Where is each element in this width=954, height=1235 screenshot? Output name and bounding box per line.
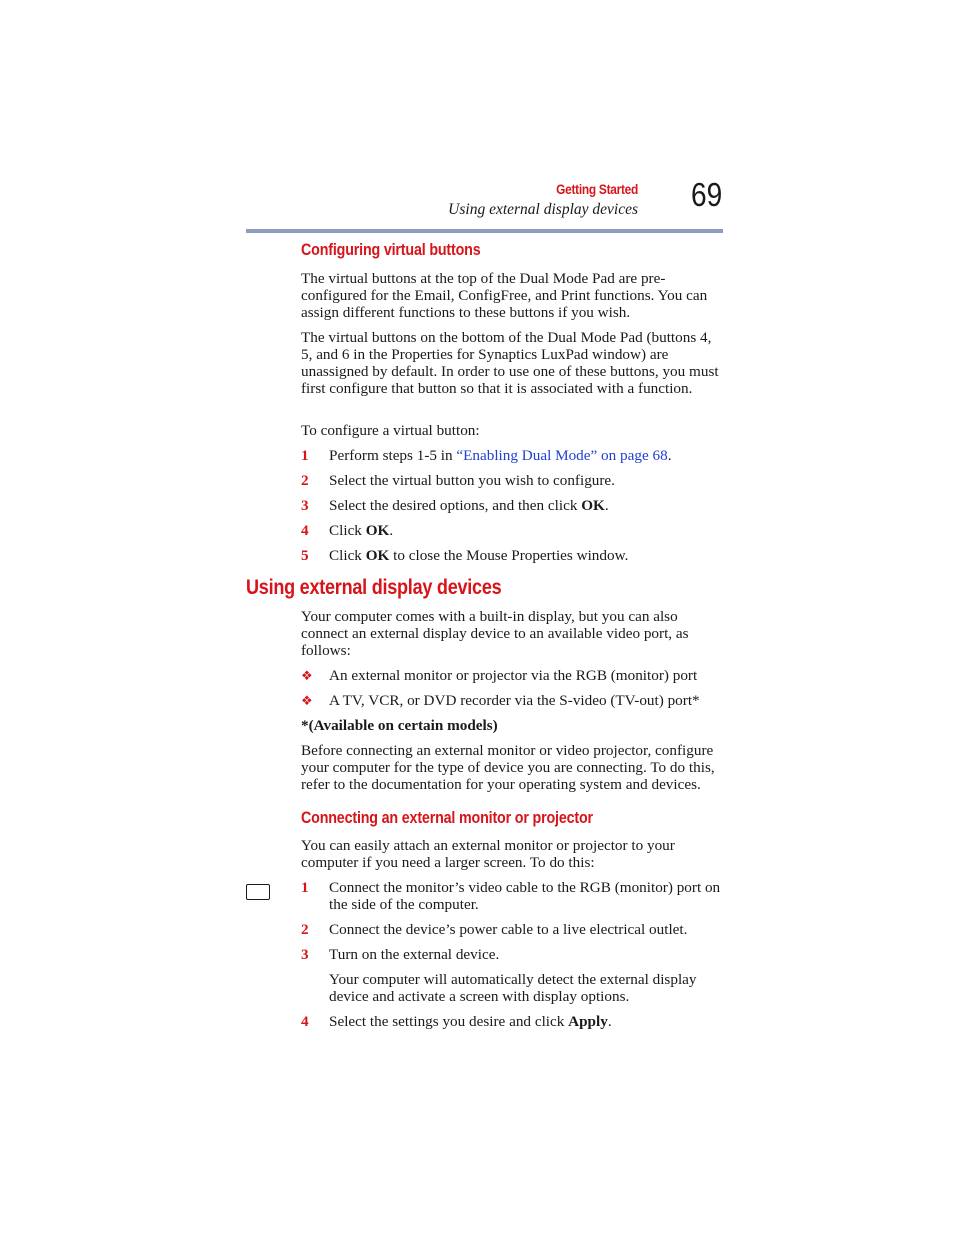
external-bullet-2: A TV, VCR, or DVD recorder via the S-video (TV-out) port* <box>329 692 700 709</box>
page-number: 69 <box>691 176 723 213</box>
bullet-diamond-icon: ❖ <box>301 668 313 683</box>
running-header-chapter: Getting Started <box>556 182 638 197</box>
heading-configuring-virtual-buttons: Configuring virtual buttons <box>301 240 481 259</box>
config-step-1-suffix: . <box>667 447 672 464</box>
config-step-4 <box>329 522 725 539</box>
config-step-1-number: 1 <box>301 447 309 464</box>
config-paragraph-2: The virtual buttons on the bottom of the Dual Mode Pad (buttons 4, 5, and 6 in the Properties for Synaptics LuxPad window) are unassigned by default. In order to use one of these buttons, you must first configure that button so that it is associated with a function. <box>301 329 719 397</box>
availability-note: *(Available on certain models) <box>301 717 498 734</box>
external-paragraph-2: Before connecting an external monitor or video projector, configure your computer for the type of device you are connecting. To do this, refer to the documentation for your operating system and devices. <box>301 742 715 793</box>
config-step-4-bold: OK <box>365 522 390 539</box>
connect-step-4 <box>329 1013 725 1030</box>
config-step-1 <box>329 447 725 464</box>
heading-connecting-external-monitor: Connecting an external monitor or projector <box>301 808 593 827</box>
config-step-3 <box>329 497 725 514</box>
connect-paragraph-1: You can easily attach an external monitor or projector to your computer if you need a larger screen. To do this: <box>301 837 675 871</box>
connect-step-3: Turn on the external device. <box>329 946 500 963</box>
connect-step-1: Connect the monitor’s video cable to the RGB (monitor) port on the side of the computer. <box>329 879 721 913</box>
connect-step-4-bold: Apply <box>568 1013 608 1030</box>
config-step-3-suffix: . <box>604 497 609 514</box>
connect-step-4-number: 4 <box>301 1013 309 1030</box>
config-step-5 <box>329 547 725 564</box>
port-icon <box>246 884 270 900</box>
connect-step-2: Connect the device’s power cable to a live electrical outlet. <box>329 921 688 938</box>
bullet-diamond-icon: ❖ <box>301 693 313 708</box>
config-step-4-number: 4 <box>301 522 309 539</box>
config-step-5-text: Click <box>329 547 366 564</box>
connect-step-4-text: Select the settings you desire and click <box>329 1013 569 1030</box>
connect-step-4-suffix: . <box>607 1013 612 1030</box>
config-step-5-number: 5 <box>301 547 309 564</box>
connect-step-3-note: Your computer will automatically detect the external display device and activate a screen with display options. <box>329 971 697 1005</box>
config-step-5-suffix: to close the Mouse Properties window. <box>389 547 629 564</box>
config-intro: To configure a virtual button: <box>301 422 480 439</box>
config-step-3-text: Select the desired options, and then click <box>329 497 582 514</box>
config-step-1-text: Perform steps 1-5 in <box>329 447 457 464</box>
external-bullet-1: An external monitor or projector via the RGB (monitor) port <box>329 667 698 684</box>
connect-step-2-number: 2 <box>301 921 309 938</box>
config-paragraph-1: The virtual buttons at the top of the Dual Mode Pad are pre-configured for the Email, ConfigFree, and Print functions. You can assign different functions to these buttons if you wish. <box>301 270 708 321</box>
config-step-4-text: Click <box>329 522 366 539</box>
config-step-5-bold: OK <box>365 547 390 564</box>
heading-using-external-display-devices: Using external display devices <box>246 575 502 599</box>
config-step-2: Select the virtual button you wish to configure. <box>329 472 615 489</box>
header-rule <box>246 229 723 233</box>
config-step-3-bold: OK <box>581 497 605 514</box>
enabling-dual-mode-link[interactable]: “Enabling Dual Mode” on page 68 <box>456 447 668 464</box>
external-paragraph-1: Your computer comes with a built-in display, but you can also connect an external display device to an available video port, as follows: <box>301 608 689 659</box>
connect-step-3-number: 3 <box>301 946 309 963</box>
config-step-2-number: 2 <box>301 472 309 489</box>
running-header-section: Using external display devices <box>448 201 638 218</box>
connect-step-1-number: 1 <box>301 879 309 896</box>
config-step-4-suffix: . <box>389 522 394 539</box>
config-step-3-number: 3 <box>301 497 309 514</box>
